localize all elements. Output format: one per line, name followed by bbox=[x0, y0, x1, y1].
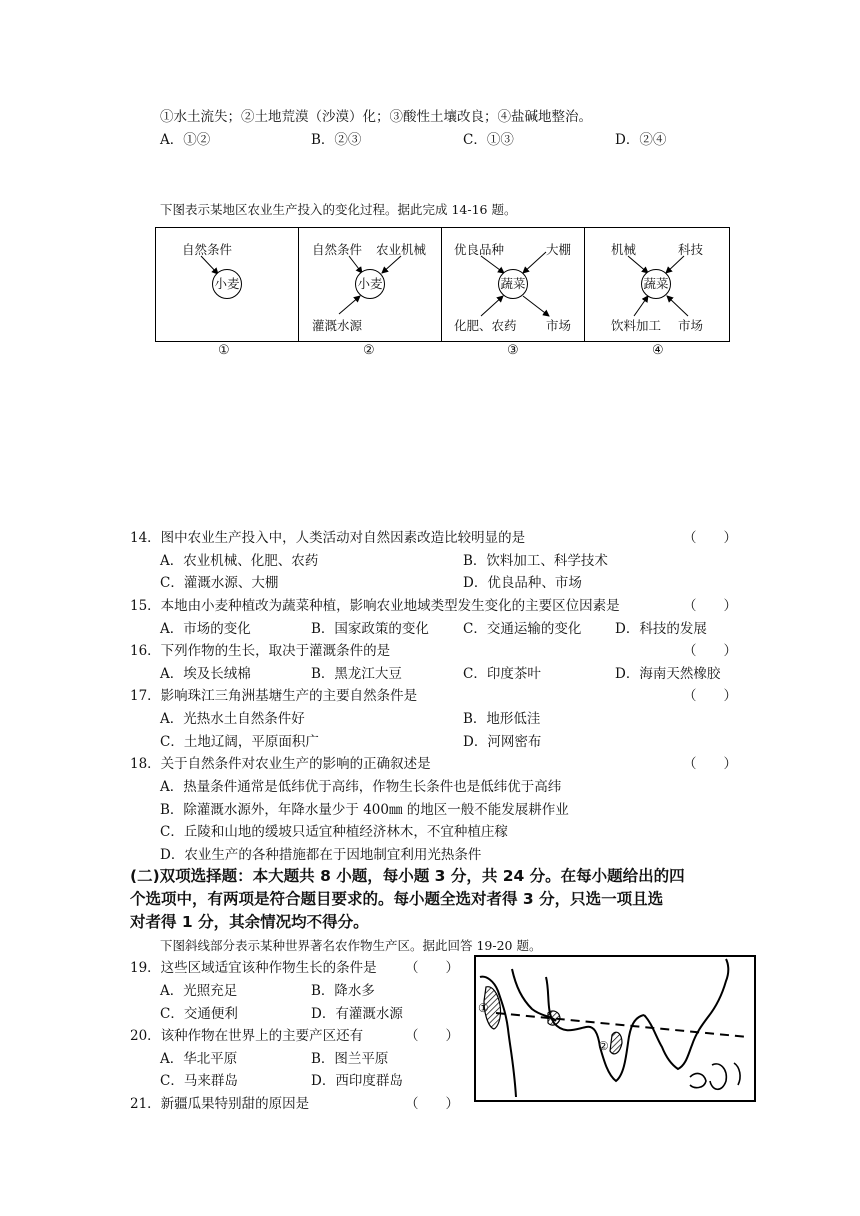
panel-4 bbox=[585, 228, 729, 341]
panel-1-label-natural: 自然条件 bbox=[182, 242, 233, 257]
map-marker-1: ① bbox=[478, 1001, 489, 1015]
q15-stem: 15．本地由小麦种植改为蔬菜种植，影响农业地域类型发生变化的主要区位因素是 bbox=[130, 598, 620, 614]
map-outline bbox=[476, 957, 754, 1100]
panel-2-label-machinery: 农业机械 bbox=[376, 242, 427, 257]
q19-option-b: B．降水多 bbox=[311, 983, 375, 999]
map-marker-2: ② bbox=[598, 1039, 609, 1053]
q13-stem: ①水土流失；②土地荒漠（沙漠）化；③酸性土壤改良；④盐碱地整治。 bbox=[160, 109, 592, 125]
q18-option-d: D．农业生产的各种措施都在于因地制宜利用光热条件 bbox=[160, 847, 482, 863]
q20-paren: （ ） bbox=[405, 1028, 459, 1044]
q21-paren: （ ） bbox=[405, 1096, 459, 1112]
q14-paren: （ ） bbox=[683, 530, 737, 546]
panel-2-label-natural: 自然条件 bbox=[312, 242, 363, 257]
q19-option-a: A．光照充足 bbox=[160, 983, 238, 999]
q19-option-d: D．有灌溉水源 bbox=[311, 1006, 403, 1022]
panel-3-label-seeds: 优良品种 bbox=[454, 242, 505, 257]
q13-option-c: C．①③ bbox=[463, 132, 514, 148]
q17-option-c: C．土地辽阔，平原面积广 bbox=[160, 734, 319, 750]
q13-option-b: B．②③ bbox=[311, 132, 362, 148]
panel-2-label-irrigation: 灌溉水源 bbox=[312, 318, 363, 333]
panel-1 bbox=[156, 228, 299, 341]
q13-option-d: D．②④ bbox=[615, 132, 667, 148]
q17-option-b: B．地形低洼 bbox=[463, 711, 541, 727]
panel-3-crop: 蔬菜 bbox=[498, 269, 528, 299]
panel-3 bbox=[442, 228, 585, 341]
q18-option-c: C．丘陵和山地的缓坡只适宜种植经济林木，不宜种植庄稼 bbox=[160, 824, 508, 840]
q14-option-b: B．饮料加工、科学技术 bbox=[463, 553, 608, 569]
panel-4-label-beverage: 饮料加工 bbox=[611, 318, 662, 333]
q14-stem: 14．图中农业生产投入中，人类活动对自然因素改造比较明显的是 bbox=[130, 530, 526, 546]
q17-option-a: A．光热水土自然条件好 bbox=[160, 711, 305, 727]
q13-option-a: A．①② bbox=[160, 132, 211, 148]
panel-3-label-fertilizer: 化肥、农药 bbox=[454, 318, 517, 333]
q15-option-a: A．市场的变化 bbox=[160, 621, 251, 637]
panel-3-label-market: 市场 bbox=[546, 318, 572, 333]
panel-2-crop: 小麦 bbox=[355, 269, 385, 299]
panel-4-crop: 蔬菜 bbox=[641, 269, 671, 299]
intro-14-16: 下图表示某地区农业生产投入的变化过程。据此完成 14-16 题。 bbox=[160, 202, 517, 217]
q18-stem: 18．关于自然条件对农业生产的影响的正确叙述是 bbox=[130, 756, 431, 772]
panel-4-label-machinery: 机械 bbox=[611, 242, 637, 257]
q17-paren: （ ） bbox=[683, 688, 737, 704]
q20-option-a: A．华北平原 bbox=[160, 1051, 238, 1067]
panel-3-label-greenhouse: 大棚 bbox=[546, 242, 572, 257]
q20-option-c: C．马来群岛 bbox=[160, 1073, 238, 1089]
q18-option-a: A．热量条件通常是低纬优于高纬，作物生长条件也是低纬优于高纬 bbox=[160, 779, 562, 795]
q14-option-c: C．灌溉水源、大棚 bbox=[160, 575, 279, 591]
q17-stem: 17．影响珠江三角洲基塘生产的主要自然条件是 bbox=[130, 688, 418, 704]
crop-region-map bbox=[474, 955, 756, 1102]
q21-stem: 21．新疆瓜果特别甜的原因是 bbox=[130, 1096, 310, 1112]
intro-19-20: 下图斜线部分表示某种世界著名农作物生产区。据此回答 19-20 题。 bbox=[160, 938, 542, 953]
q16-option-a: A．埃及长绒棉 bbox=[160, 666, 251, 682]
q16-option-b: B．黑龙江大豆 bbox=[311, 666, 402, 682]
q20-option-d: D．西印度群岛 bbox=[311, 1073, 403, 1089]
q20-stem: 20．该种作物在世界上的主要产区还有 bbox=[130, 1028, 364, 1044]
q20-option-b: B．图兰平原 bbox=[311, 1051, 389, 1067]
q14-option-d: D．优良品种、市场 bbox=[463, 575, 582, 591]
q18-paren: （ ） bbox=[683, 756, 737, 772]
panel-4-number: ④ bbox=[652, 343, 664, 358]
q19-stem: 19．这些区域适宜该种作物生长的条件是 bbox=[130, 960, 377, 976]
q16-option-c: C．印度茶叶 bbox=[463, 666, 541, 682]
q15-option-d: D．科技的发展 bbox=[615, 621, 707, 637]
panel-3-number: ③ bbox=[507, 343, 519, 358]
q15-option-b: B．国家政策的变化 bbox=[311, 621, 429, 637]
agri-input-diagram bbox=[155, 227, 730, 342]
q16-paren: （ ） bbox=[683, 643, 737, 659]
q16-option-d: D．海南天然橡胶 bbox=[615, 666, 721, 682]
q17-option-d: D．河网密布 bbox=[463, 734, 542, 750]
q14-option-a: A．农业机械、化肥、农药 bbox=[160, 553, 319, 569]
q15-paren: （ ） bbox=[683, 598, 737, 614]
panel-1-number: ① bbox=[218, 343, 230, 358]
q18-option-b: B．除灌溉水源外，年降水量少于 400㎜ 的地区一般不能发展耕作业 bbox=[160, 802, 569, 818]
panel-4-label-technology: 科技 bbox=[678, 242, 704, 257]
panel-2-number: ② bbox=[363, 343, 375, 358]
panel-4-label-market: 市场 bbox=[678, 318, 704, 333]
section2-line1: (二)双项选择题：本大题共 8 小题，每小题 3 分，共 24 分。在每小题给出的四 bbox=[130, 867, 685, 885]
section2-line2: 个选项中，有两项是符合题目要求的。每小题全选对者得 3 分，只选一项且选 bbox=[130, 890, 664, 908]
panel-2 bbox=[299, 228, 442, 341]
section2-line3: 对者得 1 分，其余情况均不得分。 bbox=[130, 913, 369, 931]
q16-stem: 16．下列作物的生长，取决于灌溉条件的是 bbox=[130, 643, 391, 659]
q19-option-c: C．交通便利 bbox=[160, 1006, 238, 1022]
q19-paren: （ ） bbox=[405, 960, 459, 976]
q15-option-c: C．交通运输的变化 bbox=[463, 621, 582, 637]
panel-1-crop: 小麦 bbox=[212, 269, 242, 299]
